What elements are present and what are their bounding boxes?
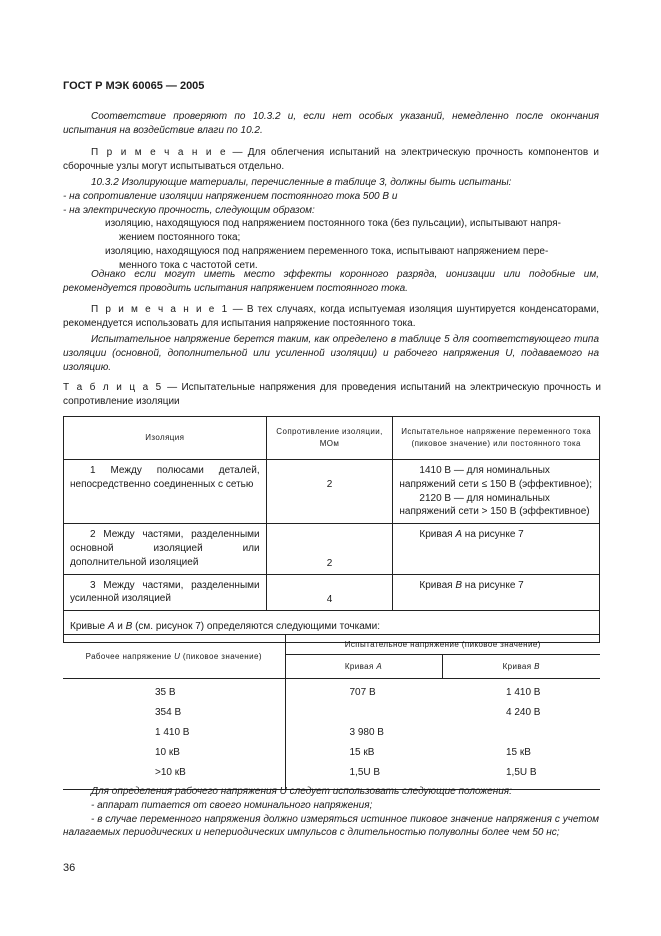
curves-header-row [63,635,600,655]
cell-voltage: Кривая A на рисунке 7 [393,524,600,574]
list-item: - в случае переменного напряжения должно измеряться истинное пиковое значение напряжения с учетом налагаемых периодических и непериодических импульсов с длительностью полуволны более чем 50 нс; [63,813,599,839]
paragraph-text: Однако если могут иметь место эффекты коронного разряда, ионизации или подобные им, рекомендуется проводить испытания напряжением постоянного тока. [63,269,599,294]
cell-voltage: Кривая B на рисунке 7 [393,574,600,611]
column-working-voltage [63,679,285,790]
list-item: 1 410 В [506,687,541,698]
curves-points-table [63,634,600,790]
table-caption-label: Т а б л и ц а 5 [63,382,163,393]
table-5-caption [63,381,601,409]
voltage-line-a: 1410 В — для номинальных напряжений сети ≤ 150 В (эффективное); [399,465,593,490]
paragraph-text: Для определения рабочего напряжения U следует использовать следующие положения: [91,786,512,797]
paragraph-test-voltage [63,333,599,374]
cell-resistance: 2 [266,524,393,574]
cell-insulation: 2 Между частями, разделенными основной изоляцией или дополнительной изоляцией [64,524,267,574]
list-item-resistance: - на сопротивление изоляции напряжением постоянного тока 500 В и [63,190,398,202]
working-voltage-rules [63,785,599,840]
table-row [64,460,600,524]
cell-insulation: 1 Между полюсами деталей, непосредственно соединенных с сетью [64,460,267,524]
sub-item-dc-a: изоляцию, находящуюся под напряжением постоянного тока (без пульсации), испытывают напря- [105,218,561,230]
list-item: 1,5U В [506,767,537,778]
curves-note: Кривые A и B (см. рисунок 7) определяются следующими точками: [64,611,600,643]
note-label: П р и м е ч а н и е 1 [91,304,229,315]
sub-item-ac-b: менного тока с частотой сети. [119,259,258,271]
list-item: 10 кВ [155,747,180,758]
sub-item-ac-a: изоляцию, находящуюся под напряжением переменного тока, испытывают напряжением пере- [105,245,549,257]
cell-resistance: 2 [266,460,393,524]
note-text: — В тех случаях, когда испытуемая изоляция шунтируется конденсаторами, рекомендуется использовать для испытания напряжение постоянного тока. [63,304,599,329]
list-item: 35 В [155,687,176,698]
table-row [64,524,600,574]
note-label: П р и м е ч а н и е [91,147,228,158]
list-item: 15 кВ [349,747,375,758]
list-item: - аппарат питается от своего номинального напряжения; [91,799,373,811]
column-curve-b [442,679,600,790]
document-header: ГОСТ Р МЭК 60065 — 2005 [63,80,205,92]
column-curve-a [285,679,442,790]
paragraph-text: Соответствие проверяют по 10.3.2 и, если нет особых указаний, немедленно после окончания испытания на воздействие влаги по 10.2. [63,111,599,136]
curves-body [63,679,600,790]
paragraph-text: Испытательное напряжение берется таким, как определено в таблице 5 для соответствующего типа изоляции (основной, дополнительной или усиленной изоляции) и рабочего напряжения U, подаваемого на изоляцию. [63,334,599,373]
list-item: >10 кВ [155,767,186,778]
list-item: 15 кВ [506,747,531,758]
list-item: 3 980 В [349,727,384,738]
list-item-strength: - на электрическую прочность, следующим образом: [63,204,315,216]
section-10-3-2 [63,176,599,273]
list-item: 1,5U В [349,767,381,778]
paragraph-compliance [63,110,599,138]
list-item: 1 410 В [155,727,190,738]
table-5 [63,416,600,643]
list-item: 354 В [155,707,182,718]
list-item: 4 240 В [506,707,541,718]
header-working-voltage: Рабочее напряжение U (пиковое значение) [63,635,285,679]
page-number: 36 [63,862,76,874]
section-intro: 10.3.2 Изолирующие материалы, перечисленные в таблице 3, должны быть испытаны: [91,177,512,188]
note-2 [63,303,599,331]
note-text: — Для облегчения испытаний на электрическую прочность компонентов и сборочные узлы могут испытываться отдельно. [63,147,600,172]
table-row [64,574,600,611]
header-curve-a: Кривая A [285,655,442,679]
header-test-voltage: Испытательное напряжение (пиковое значение) [285,635,600,655]
header-resistance: Сопротивление изоляции, МОм [266,417,393,460]
cell-voltage [393,460,600,524]
list-item: 707 В [349,687,376,698]
cell-resistance: 4 [266,574,393,611]
note-1 [63,146,599,174]
table-caption-text: — Испытательные напряжения для проведения испытаний на электрическую прочность и сопротивление изоляции [63,382,602,407]
list-item [350,703,443,723]
voltage-line-b: 2120 В — для номинальных напряжений сети > 150 В (эффективное) [399,492,590,518]
list-item [506,723,600,743]
header-curve-b: Кривая B [442,655,600,679]
header-insulation: Изоляция [64,417,267,460]
sub-item-dc-b: жением постоянного тока; [119,232,241,244]
paragraph-corona [63,268,599,296]
header-voltage: Испытательное напряжение переменного тока (пиковое значение) или постоянного тока [393,417,600,460]
cell-insulation: 3 Между частями, разделенными усиленной изоляцией [64,574,267,611]
table-header-row [64,417,600,460]
